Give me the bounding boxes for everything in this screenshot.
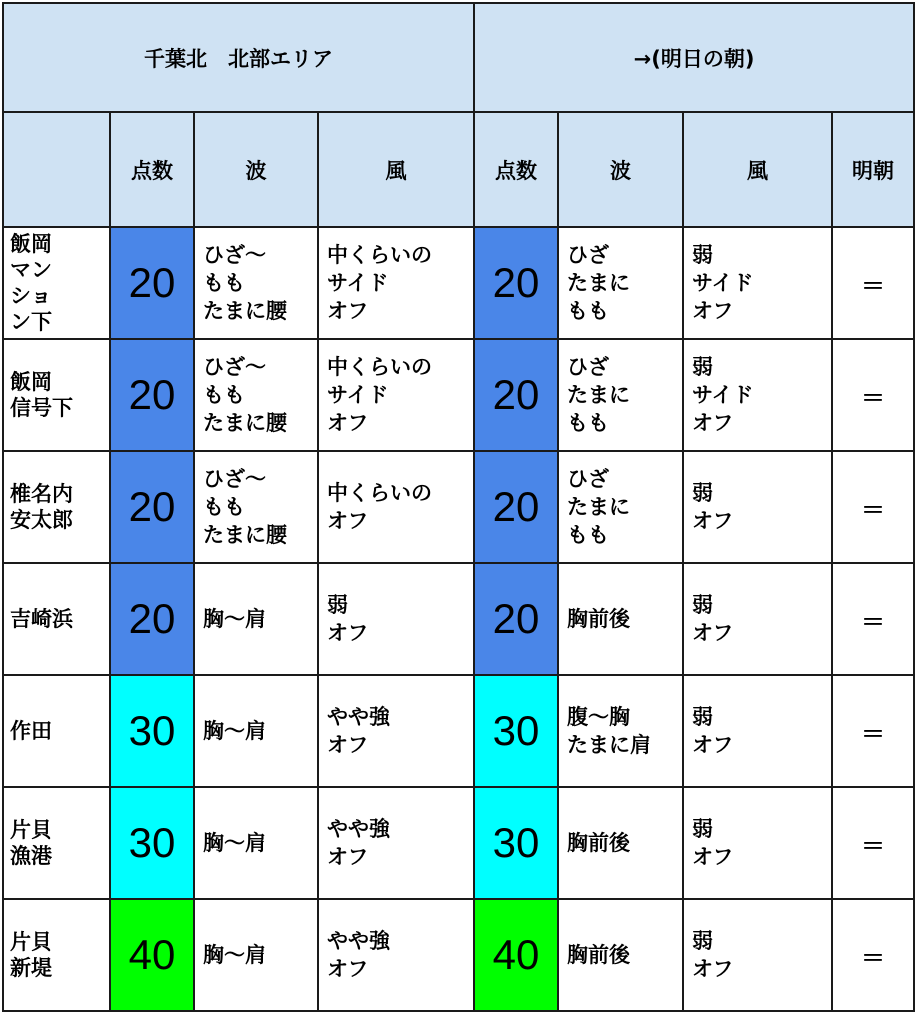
trend-cell: ＝	[832, 899, 914, 1011]
wave-cell: 胸～肩	[194, 787, 318, 899]
wind-cell: やや強 オフ	[318, 787, 474, 899]
wind-column-header: 風	[318, 112, 474, 227]
tomorrow-wave-cell: 腹～胸 たまに肩	[558, 675, 683, 787]
tomorrow-wave-cell: 胸前後	[558, 563, 683, 675]
tomorrow-morning-title: →(明日の朝)	[474, 3, 914, 112]
table-row	[3, 339, 914, 451]
tomorrow-wave-cell: 胸前後	[558, 899, 683, 1011]
tomorrow-score-cell: 30	[474, 675, 558, 787]
trend-cell: ＝	[832, 227, 914, 339]
table-row	[3, 563, 914, 675]
trend-cell: ＝	[832, 675, 914, 787]
score-cell: 20	[110, 339, 194, 451]
wave-cell: 胸～肩	[194, 675, 318, 787]
tomorrow-score-cell: 20	[474, 563, 558, 675]
wave-cell: ひざ～ もも たまに腰	[194, 227, 318, 339]
score-cell: 20	[110, 227, 194, 339]
tomorrow-wave-cell: ひざ たまに もも	[558, 227, 683, 339]
wave-cell: ひざ～ もも たまに腰	[194, 339, 318, 451]
spot-name: 片貝 漁港	[3, 787, 110, 899]
table-row	[3, 451, 914, 563]
spot-name: 飯岡 信号下	[3, 339, 110, 451]
tomorrow-wave-cell: 胸前後	[558, 787, 683, 899]
spot-name: 片貝 新堤	[3, 899, 110, 1011]
tomorrow-wind-column-header: 風	[683, 112, 832, 227]
wave-cell: 胸～肩	[194, 899, 318, 1011]
tomorrow-score-cell: 20	[474, 451, 558, 563]
trend-cell: ＝	[832, 451, 914, 563]
tomorrow-score-cell: 20	[474, 227, 558, 339]
score-cell: 20	[110, 451, 194, 563]
wind-cell: 中くらいの サイド オフ	[318, 339, 474, 451]
tomorrow-score-column-header: 点数	[474, 112, 558, 227]
tomorrow-wind-cell: 弱 オフ	[683, 899, 832, 1011]
score-cell: 40	[110, 899, 194, 1011]
spot-name: 作田	[3, 675, 110, 787]
table-row	[3, 675, 914, 787]
spot-name: 吉崎浜	[3, 563, 110, 675]
tomorrow-wind-cell: 弱 オフ	[683, 787, 832, 899]
trend-cell: ＝	[832, 787, 914, 899]
table-row	[3, 227, 914, 339]
surf-forecast-table	[2, 2, 915, 1012]
tomorrow-score-cell: 40	[474, 899, 558, 1011]
score-cell: 30	[110, 675, 194, 787]
trend-cell: ＝	[832, 563, 914, 675]
wind-cell: 中くらいの オフ	[318, 451, 474, 563]
tomorrow-score-cell: 30	[474, 787, 558, 899]
spot-column-header	[3, 112, 110, 227]
wave-cell: ひざ～ もも たまに腰	[194, 451, 318, 563]
tomorrow-wave-column-header: 波	[558, 112, 683, 227]
wind-cell: 弱 オフ	[318, 563, 474, 675]
score-cell: 30	[110, 787, 194, 899]
tomorrow-wave-cell: ひざ たまに もも	[558, 451, 683, 563]
tomorrow-wind-cell: 弱 オフ	[683, 451, 832, 563]
tomorrow-wind-cell: 弱 オフ	[683, 563, 832, 675]
today-area-title: 千葉北 北部エリア	[3, 3, 474, 112]
tomorrow-wind-cell: 弱 サイド オフ	[683, 339, 832, 451]
trend-cell: ＝	[832, 339, 914, 451]
spot-name: 飯岡 マン ショ ン下	[3, 227, 110, 339]
score-cell: 20	[110, 563, 194, 675]
header-row-columns	[3, 112, 914, 227]
table-row	[3, 787, 914, 899]
wind-cell: やや強 オフ	[318, 675, 474, 787]
tomorrow-wave-cell: ひざ たまに もも	[558, 339, 683, 451]
wind-cell: やや強 オフ	[318, 899, 474, 1011]
wave-cell: 胸～肩	[194, 563, 318, 675]
wind-cell: 中くらいの サイド オフ	[318, 227, 474, 339]
spot-name: 椎名内 安太郎	[3, 451, 110, 563]
wave-column-header: 波	[194, 112, 318, 227]
score-column-header: 点数	[110, 112, 194, 227]
header-row-areas	[3, 3, 914, 112]
tomorrow-wind-cell: 弱 サイド オフ	[683, 227, 832, 339]
table-row	[3, 899, 914, 1011]
trend-column-header: 明朝	[832, 112, 914, 227]
tomorrow-wind-cell: 弱 オフ	[683, 675, 832, 787]
tomorrow-score-cell: 20	[474, 339, 558, 451]
